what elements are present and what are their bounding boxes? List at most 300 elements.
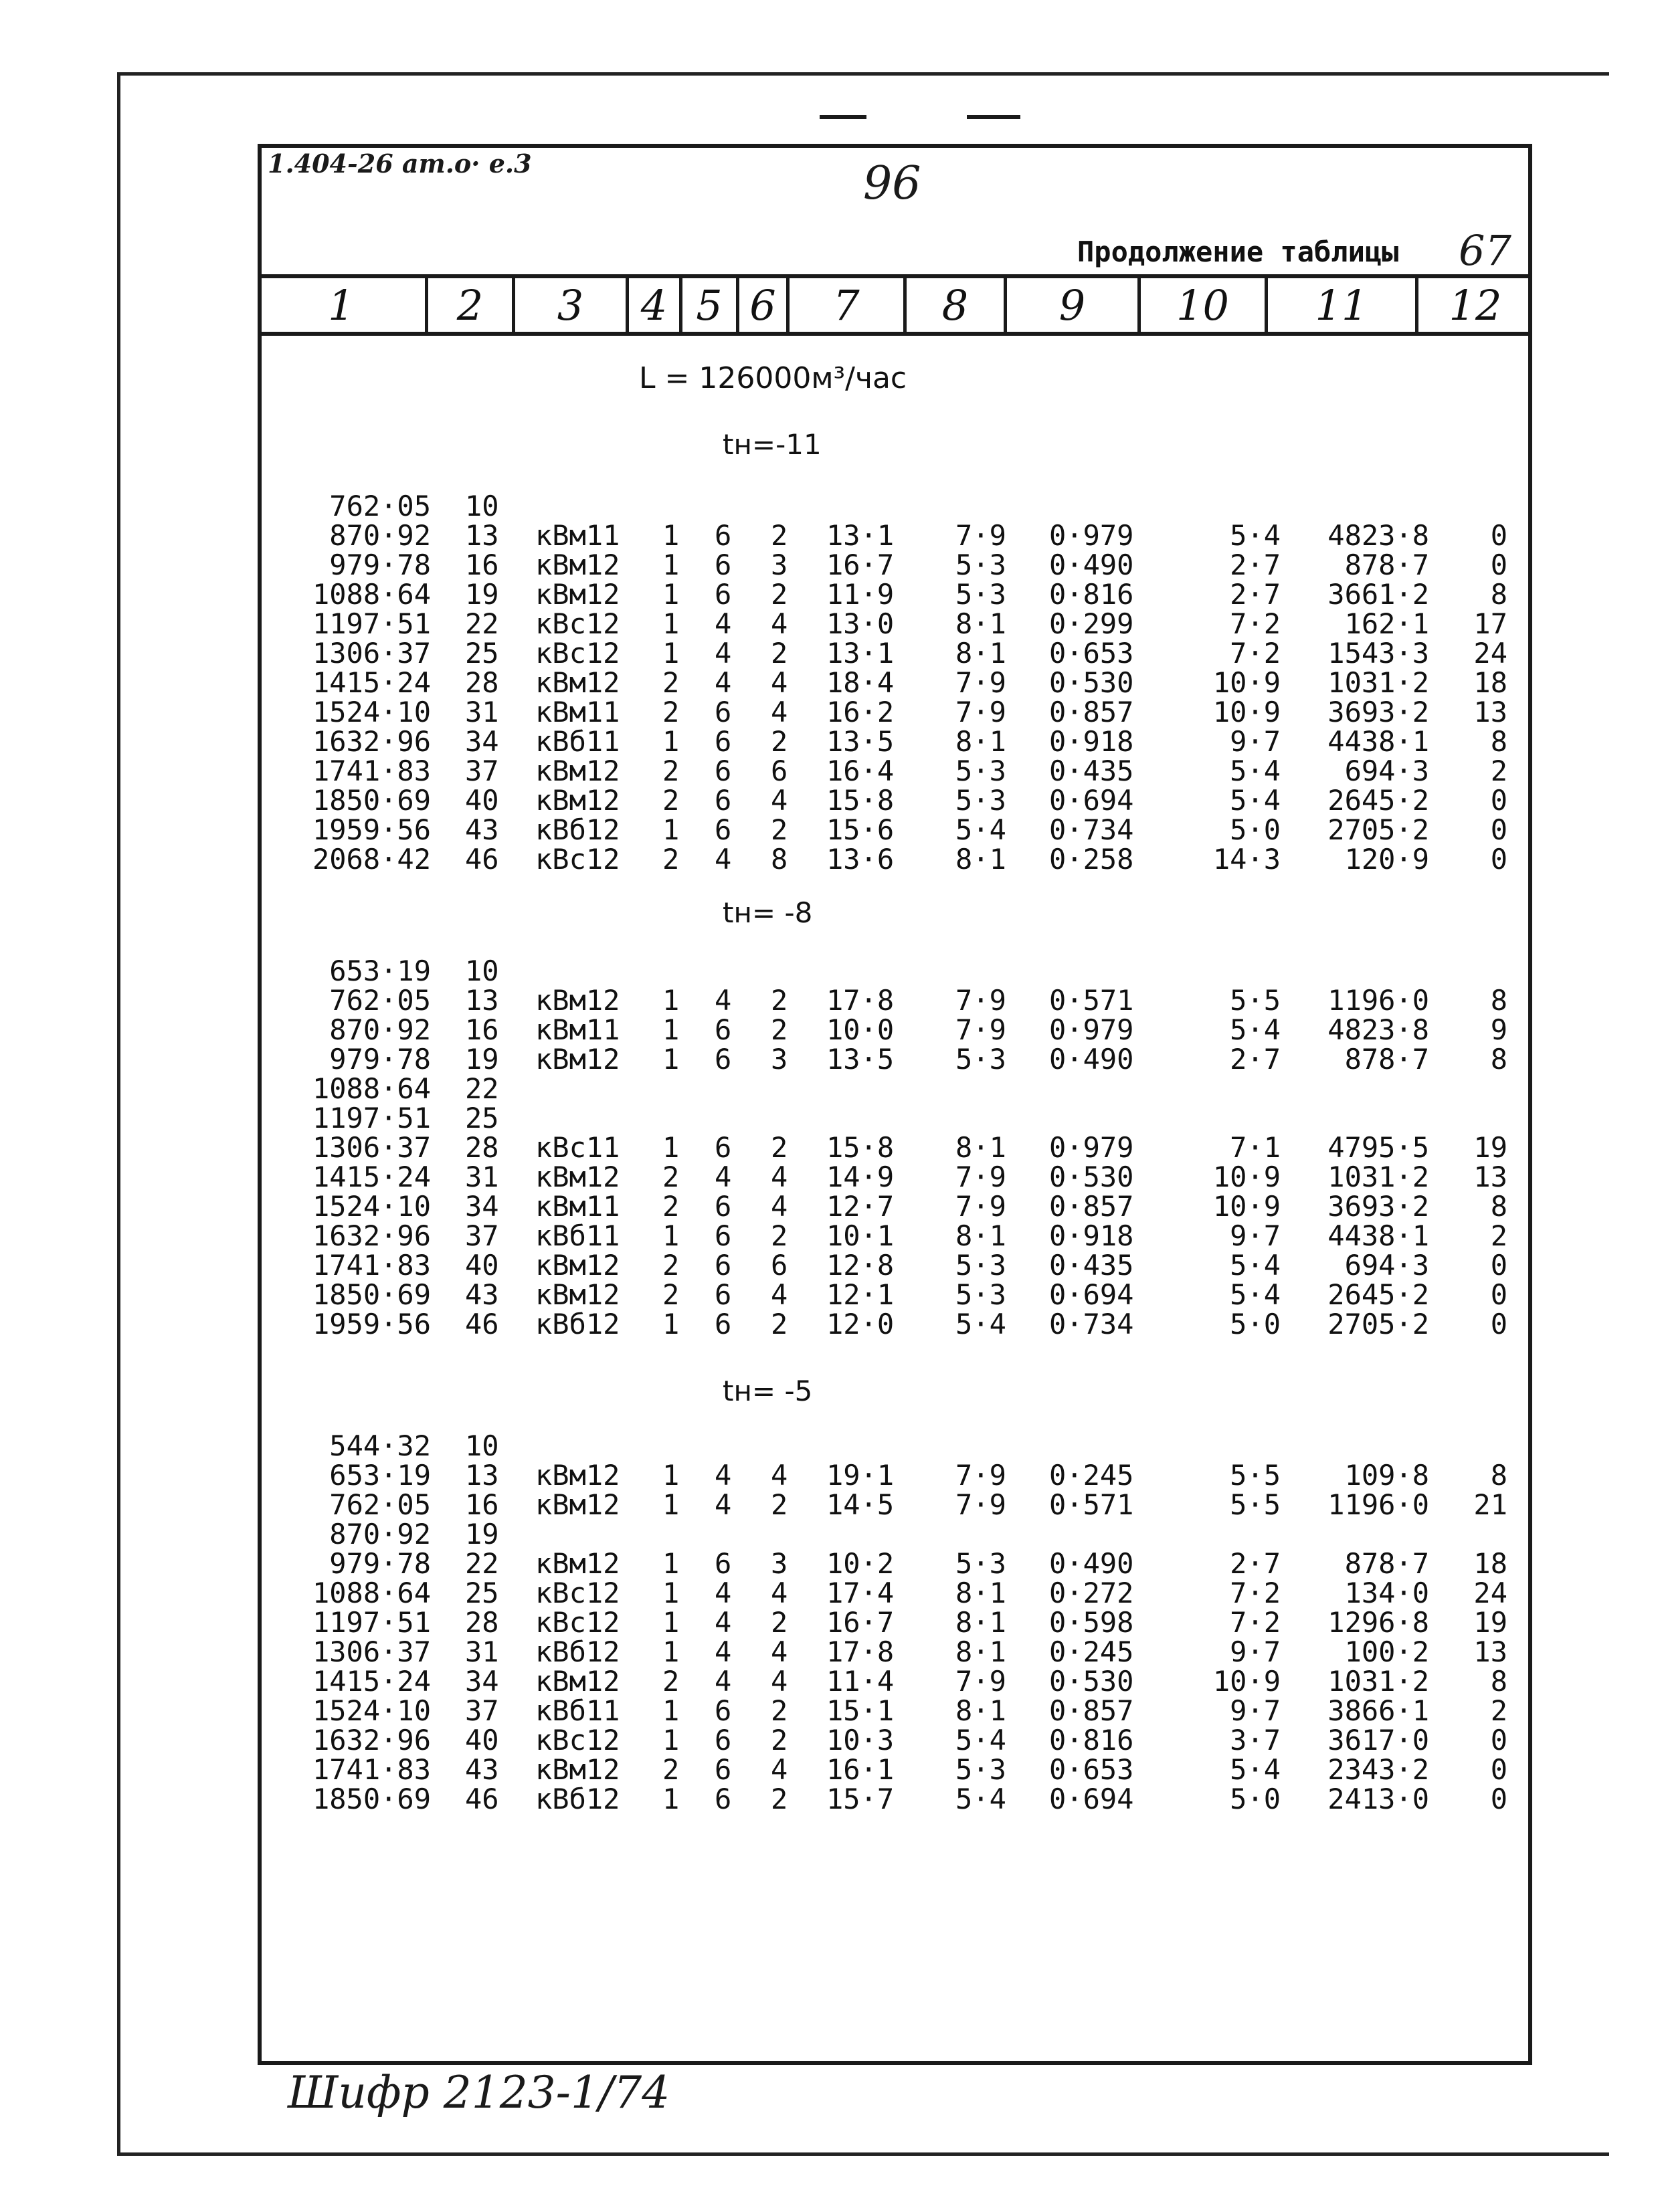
table-cell: 10·1 — [826, 1219, 895, 1252]
table-cell: 10·9 — [1212, 1161, 1281, 1193]
table-cell: 5·4 — [1230, 1278, 1281, 1311]
table-cell: 2 — [662, 666, 680, 699]
table-cell: 2705·2 — [1327, 1308, 1429, 1340]
table-cell: 22 — [465, 1547, 499, 1580]
table-cell: 2 — [662, 784, 680, 817]
table-row — [0, 1667, 1660, 1696]
table-cell: 8·1 — [955, 1694, 1006, 1727]
table-cell: 6 — [715, 548, 732, 581]
table-cell: 1 — [662, 1013, 680, 1046]
table-row — [0, 1579, 1660, 1608]
table-cell: 13·1 — [826, 637, 895, 670]
table-cell: 1959·56 — [312, 1308, 431, 1340]
document-code: 1.404-26 am.o· e.3 — [268, 148, 532, 179]
table-cell: 3·7 — [1230, 1724, 1281, 1756]
table-cell: 1 — [662, 1635, 680, 1668]
table-cell: 16 — [465, 548, 499, 581]
table-cell: 1632·96 — [312, 725, 431, 758]
table-cell: 2·7 — [1230, 1043, 1281, 1076]
table-cell: 10·3 — [826, 1724, 895, 1756]
table-cell: 31 — [465, 696, 499, 728]
table-cell: 13 — [1473, 1635, 1507, 1668]
table-cell: 43 — [465, 1278, 499, 1311]
table-cell: 7·9 — [955, 1665, 1006, 1698]
table-cell: 8 — [1490, 984, 1507, 1017]
table-cell: 762·05 — [329, 490, 431, 522]
table-cell: 2 — [1490, 1694, 1507, 1727]
table-cell: 6 — [715, 1013, 732, 1046]
table-cell: 0·245 — [1049, 1459, 1134, 1492]
table-cell: 979·78 — [329, 1547, 431, 1580]
table-cell: 4 — [771, 1635, 788, 1668]
table-cell: 0·979 — [1049, 1013, 1134, 1046]
table-cell: 13·1 — [826, 519, 895, 552]
table-cell: 31 — [465, 1161, 499, 1193]
table-cell: 0·435 — [1049, 755, 1134, 787]
table-cell: 6 — [715, 725, 732, 758]
table-cell: 28 — [465, 1606, 499, 1639]
column-header: 9 — [1007, 278, 1141, 332]
table-cell: 1031·2 — [1327, 1161, 1429, 1193]
table-cell: 2 — [662, 1278, 680, 1311]
table-cell: 40 — [465, 784, 499, 817]
table-cell: 0·694 — [1049, 1783, 1134, 1815]
column-header: 12 — [1449, 280, 1502, 330]
table-cell: 1 — [662, 984, 680, 1017]
table-cell: 34 — [465, 1665, 499, 1698]
table-cell: 5·5 — [1230, 1459, 1281, 1492]
table-cell: 5·4 — [1230, 519, 1281, 552]
table-cell: 0 — [1490, 843, 1507, 876]
table-cell: 1088·64 — [312, 1577, 431, 1609]
continuation-label: Продолжение таблицы — [1077, 235, 1399, 268]
table-cell: кВм12 — [535, 666, 620, 699]
table-cell: 5·3 — [955, 1043, 1006, 1076]
table-cell: 6 — [715, 1694, 732, 1727]
table-row — [0, 1133, 1660, 1163]
table-cell: 3 — [771, 1043, 788, 1076]
table-cell: кВс11 — [535, 1131, 620, 1164]
table-cell: 7·2 — [1230, 607, 1281, 640]
table-cell: кВм12 — [535, 755, 620, 787]
table-cell: кВм12 — [535, 984, 620, 1017]
table-cell: 1196·0 — [1327, 984, 1429, 1017]
table-cell: 2 — [662, 843, 680, 876]
table-cell: 8·1 — [955, 843, 1006, 876]
table-cell: кВб12 — [535, 813, 620, 846]
table-cell: кВм12 — [535, 1488, 620, 1521]
table-cell: 2 — [771, 1488, 788, 1521]
table-cell: 0·816 — [1049, 1724, 1134, 1756]
table-cell: 6 — [715, 519, 732, 552]
table-cell: 979·78 — [329, 548, 431, 581]
table-cell: 5·0 — [1230, 1783, 1281, 1815]
table-cell: 17·4 — [826, 1577, 895, 1609]
table-cell: 0·918 — [1049, 1219, 1134, 1252]
table-cell: 13 — [1473, 1161, 1507, 1193]
table-cell: 0·299 — [1049, 607, 1134, 640]
table-cell: 0·979 — [1049, 519, 1134, 552]
bottom-rule — [117, 2152, 1609, 2156]
table-cell: 2705·2 — [1327, 813, 1429, 846]
table-cell: кВс12 — [535, 1577, 620, 1609]
table-cell: 0 — [1490, 1753, 1507, 1786]
table-cell: 13·5 — [826, 725, 895, 758]
table-cell: 6 — [715, 578, 732, 611]
table-cell: кВм12 — [535, 1665, 620, 1698]
table-cell: 4 — [715, 1577, 732, 1609]
table-cell: 8 — [771, 843, 788, 876]
table-cell: 25 — [465, 1577, 499, 1609]
table-cell: 4 — [771, 696, 788, 728]
table-cell: 12·1 — [826, 1278, 895, 1311]
table-cell: кВб12 — [535, 1783, 620, 1815]
table-cell: 1524·10 — [312, 1694, 431, 1727]
table-cell: кВм12 — [535, 1043, 620, 1076]
table-cell: 2645·2 — [1327, 784, 1429, 817]
table-cell: 6 — [715, 1131, 732, 1164]
table-cell: кВм11 — [535, 519, 620, 552]
table-cell: 2·7 — [1230, 548, 1281, 581]
table-cell: 13 — [465, 1459, 499, 1492]
table-cell: 2 — [771, 1606, 788, 1639]
table-cell: 16·7 — [826, 1606, 895, 1639]
table-cell: кВм12 — [535, 1278, 620, 1311]
table-cell: 0 — [1490, 1308, 1507, 1340]
table-cell: 2 — [662, 696, 680, 728]
table-row — [0, 1310, 1660, 1339]
table-cell: 6 — [715, 1043, 732, 1076]
table-cell: 5·4 — [1230, 1753, 1281, 1786]
table-cell: 0·272 — [1049, 1577, 1134, 1609]
table-cell: 8 — [1490, 725, 1507, 758]
table-cell: 16·7 — [826, 548, 895, 581]
table-cell: 120·9 — [1344, 843, 1429, 876]
table-cell: 2 — [771, 813, 788, 846]
table-cell: 10 — [465, 1429, 499, 1462]
table-cell: 6 — [771, 755, 788, 787]
table-cell: 10 — [465, 954, 499, 987]
table-cell: 6 — [715, 1219, 732, 1252]
table-row — [0, 786, 1660, 815]
table-cell: 762·05 — [329, 984, 431, 1017]
table-cell: 13·0 — [826, 607, 895, 640]
table-cell: 6 — [715, 1724, 732, 1756]
table-cell: 5·4 — [1230, 1013, 1281, 1046]
table-cell: 1 — [662, 1131, 680, 1164]
table-cell: 24 — [1473, 637, 1507, 670]
table-cell: 28 — [465, 666, 499, 699]
table-cell: 1632·96 — [312, 1219, 431, 1252]
table-cell: 1088·64 — [312, 1072, 431, 1105]
table-cell: кВм11 — [535, 1190, 620, 1223]
flow-rate-label: L = 126000м³/час — [639, 361, 907, 395]
table-row — [0, 639, 1660, 668]
table-cell: 5·0 — [1230, 1308, 1281, 1340]
table-cell: 12·0 — [826, 1308, 895, 1340]
table-cell: 1415·24 — [312, 1665, 431, 1698]
table-cell: 46 — [465, 1783, 499, 1815]
table-cell: 4 — [771, 1459, 788, 1492]
table-cell: 4 — [715, 1635, 732, 1668]
table-cell: 4823·8 — [1327, 519, 1429, 552]
table-cell: 31 — [465, 1635, 499, 1668]
table-cell: 8·1 — [955, 1131, 1006, 1164]
table-cell: 979·78 — [329, 1043, 431, 1076]
table-cell: 0·979 — [1049, 1131, 1134, 1164]
table-cell: 878·7 — [1344, 548, 1429, 581]
table-cell: 6 — [715, 755, 732, 787]
table-cell: 12·8 — [826, 1249, 895, 1282]
table-cell: кВм12 — [535, 1547, 620, 1580]
table-row — [0, 1104, 1660, 1133]
table-cell: 4 — [771, 666, 788, 699]
table-cell: 6 — [715, 1190, 732, 1223]
table-cell: 15·8 — [826, 1131, 895, 1164]
table-cell: 6 — [715, 1753, 732, 1786]
table-cell: 10·0 — [826, 1013, 895, 1046]
table-row — [0, 1251, 1660, 1280]
table-cell: 18 — [1473, 666, 1507, 699]
table-cell: 1 — [662, 1219, 680, 1252]
table-cell: 13·5 — [826, 1043, 895, 1076]
table-cell: 3693·2 — [1327, 696, 1429, 728]
table-cell: 34 — [465, 725, 499, 758]
table-cell: 19·1 — [826, 1459, 895, 1492]
table-cell: 25 — [465, 637, 499, 670]
table-cell: 2 — [771, 578, 788, 611]
table-cell: 4795·5 — [1327, 1131, 1429, 1164]
table-row — [0, 580, 1660, 609]
table-cell: кВс12 — [535, 1606, 620, 1639]
table-cell: 24 — [1473, 1577, 1507, 1609]
table-cell: 3 — [771, 1547, 788, 1580]
table-cell: 5·4 — [955, 1783, 1006, 1815]
table-cell: 7·9 — [955, 1459, 1006, 1492]
table-row — [0, 1461, 1660, 1490]
table-cell: 6 — [771, 1249, 788, 1282]
table-cell: 0·490 — [1049, 1043, 1134, 1076]
table-row — [0, 1163, 1660, 1192]
column-header: 8 — [907, 278, 1007, 332]
table-row — [0, 1490, 1660, 1520]
table-row — [0, 815, 1660, 845]
table-cell: кВм12 — [535, 578, 620, 611]
table-cell: 0·694 — [1049, 1278, 1134, 1311]
table-row — [0, 1637, 1660, 1667]
table-cell: 0·258 — [1049, 843, 1134, 876]
table-cell: 5·5 — [1230, 984, 1281, 1017]
cipher-footer: Шифр 2123-1/74 — [288, 2067, 670, 2118]
table-cell: 4 — [715, 1459, 732, 1492]
table-cell: 1850·69 — [312, 1278, 431, 1311]
table-cell: 5·3 — [955, 755, 1006, 787]
table-row — [0, 727, 1660, 757]
table-cell: 6 — [715, 813, 732, 846]
page-number: 96 — [863, 157, 921, 210]
table-cell: 4 — [771, 1278, 788, 1311]
table-cell: 4 — [715, 1665, 732, 1698]
table-cell: 6 — [715, 1249, 732, 1282]
table-cell: 15·1 — [826, 1694, 895, 1727]
table-cell: 0 — [1490, 813, 1507, 846]
table-cell: 43 — [465, 813, 499, 846]
table-cell: 4 — [771, 1753, 788, 1786]
table-cell: 2 — [771, 1694, 788, 1727]
table-cell: 14·3 — [1212, 843, 1281, 876]
table-cell: 11·4 — [826, 1665, 895, 1698]
table-cell: 1524·10 — [312, 696, 431, 728]
table-cell: 2413·0 — [1327, 1783, 1429, 1815]
table-cell: 1 — [662, 548, 680, 581]
table-cell: 0·857 — [1049, 1694, 1134, 1727]
table-cell: 8 — [1490, 1043, 1507, 1076]
table-cell: 14·9 — [826, 1161, 895, 1193]
table-cell: 0 — [1490, 548, 1507, 581]
table-cell: 1197·51 — [312, 1102, 431, 1134]
table-cell: 1850·69 — [312, 1783, 431, 1815]
table-cell: 653·19 — [329, 1459, 431, 1492]
table-cell: 653·19 — [329, 954, 431, 987]
column-header: 11 — [1268, 278, 1418, 332]
table-cell: 10·2 — [826, 1547, 895, 1580]
table-cell: 17 — [1473, 607, 1507, 640]
table-row — [0, 1074, 1660, 1104]
table-cell: 0·857 — [1049, 1190, 1134, 1223]
table-cell: 1 — [662, 1547, 680, 1580]
table-cell: 10·9 — [1212, 666, 1281, 699]
table-cell: 8·1 — [955, 1577, 1006, 1609]
table-cell: 16 — [465, 1013, 499, 1046]
table-cell: 7·9 — [955, 984, 1006, 1017]
table-cell: кВм11 — [535, 696, 620, 728]
table-cell: 37 — [465, 755, 499, 787]
table-cell: 5·4 — [955, 1724, 1006, 1756]
table-cell: 4823·8 — [1327, 1013, 1429, 1046]
table-cell: кВс12 — [535, 843, 620, 876]
table-cell: 7·9 — [955, 1488, 1006, 1521]
table-cell: 2 — [771, 984, 788, 1017]
table-cell: 1306·37 — [312, 637, 431, 670]
table-cell: 6 — [715, 1547, 732, 1580]
table-cell: 8 — [1490, 1459, 1507, 1492]
section-label: tн= -5 — [723, 1375, 813, 1407]
column-header: 10 — [1141, 278, 1268, 332]
table-cell: 4 — [771, 1190, 788, 1223]
table-cell: 109·8 — [1344, 1459, 1429, 1492]
column-header: 7 — [790, 278, 907, 332]
table-cell: 2 — [771, 637, 788, 670]
table-cell: 2·7 — [1230, 1547, 1281, 1580]
table-cell: 2 — [662, 1190, 680, 1223]
table-row — [0, 1431, 1660, 1461]
table-cell: 4 — [715, 843, 732, 876]
table-cell: 4438·1 — [1327, 1219, 1429, 1252]
table-cell: 8·1 — [955, 1219, 1006, 1252]
table-cell: 134·0 — [1344, 1577, 1429, 1609]
table-cell: 0·571 — [1049, 1488, 1134, 1521]
table-row — [0, 1785, 1660, 1814]
table-cell: 7·9 — [955, 696, 1006, 728]
table-cell: 0·530 — [1049, 666, 1134, 699]
table-cell: 2 — [771, 1308, 788, 1340]
table-cell: 1850·69 — [312, 784, 431, 817]
table-cell: 46 — [465, 843, 499, 876]
table-row — [0, 550, 1660, 580]
table-cell: 1 — [662, 519, 680, 552]
table-cell: 4438·1 — [1327, 725, 1429, 758]
table-cell: 878·7 — [1344, 1547, 1429, 1580]
table-cell: 17·8 — [826, 984, 895, 1017]
table-cell: 16 — [465, 1488, 499, 1521]
table-cell: 9·7 — [1230, 725, 1281, 758]
table-cell: 0 — [1490, 1249, 1507, 1282]
table-cell: кВс12 — [535, 1724, 620, 1756]
top-dash-left — [820, 115, 866, 119]
table-row — [0, 954, 1660, 987]
table-cell: 46 — [465, 1308, 499, 1340]
table-cell: 6 — [715, 1308, 732, 1340]
table-cell: 5·0 — [1230, 813, 1281, 846]
column-header: 2 — [428, 278, 515, 332]
table-cell: 25 — [465, 1102, 499, 1134]
table-cell: 4 — [715, 607, 732, 640]
table-cell: 13 — [1473, 696, 1507, 728]
table-cell: 13·6 — [826, 843, 895, 876]
table-cell: 9·7 — [1230, 1694, 1281, 1727]
table-row — [0, 986, 1660, 1015]
table-cell: кВс12 — [535, 637, 620, 670]
table-cell: 2 — [771, 1783, 788, 1815]
table-cell: 9 — [1490, 1013, 1507, 1046]
table-cell: 5·3 — [955, 1278, 1006, 1311]
table-cell: 0·571 — [1049, 984, 1134, 1017]
table-cell: 15·8 — [826, 784, 895, 817]
table-cell: 1 — [662, 1577, 680, 1609]
table-cell: 0·918 — [1049, 725, 1134, 758]
column-header: 6 — [739, 278, 790, 332]
table-row — [0, 609, 1660, 639]
top-dash-right — [967, 115, 1020, 119]
table-cell: 2068·42 — [312, 843, 431, 876]
table-cell: 8 — [1490, 578, 1507, 611]
table-cell: 694·3 — [1344, 1249, 1429, 1282]
table-cell: 1959·56 — [312, 813, 431, 846]
table-row — [0, 1015, 1660, 1045]
table-cell: 2 — [1490, 1219, 1507, 1252]
table-cell: 13 — [465, 519, 499, 552]
table-cell: 37 — [465, 1694, 499, 1727]
table-cell: 870·92 — [329, 1518, 431, 1550]
table-cell: 4 — [771, 1577, 788, 1609]
table-cell: 0·694 — [1049, 784, 1134, 817]
table-cell: 8·1 — [955, 607, 1006, 640]
table-cell: 10·9 — [1212, 1190, 1281, 1223]
column-header: 1 — [258, 278, 428, 332]
table-cell: 7·9 — [955, 519, 1006, 552]
table-cell: 2 — [662, 1249, 680, 1282]
table-cell: 5·3 — [955, 548, 1006, 581]
table-cell: 3661·2 — [1327, 578, 1429, 611]
table-cell: 2 — [771, 519, 788, 552]
table-cell: 16·2 — [826, 696, 895, 728]
table-cell: 6 — [715, 1783, 732, 1815]
table-cell: 1 — [662, 637, 680, 670]
table-cell: 1 — [662, 1694, 680, 1727]
table-cell: 7·9 — [955, 666, 1006, 699]
table-cell: 762·05 — [329, 1488, 431, 1521]
table-cell: 8·1 — [955, 725, 1006, 758]
